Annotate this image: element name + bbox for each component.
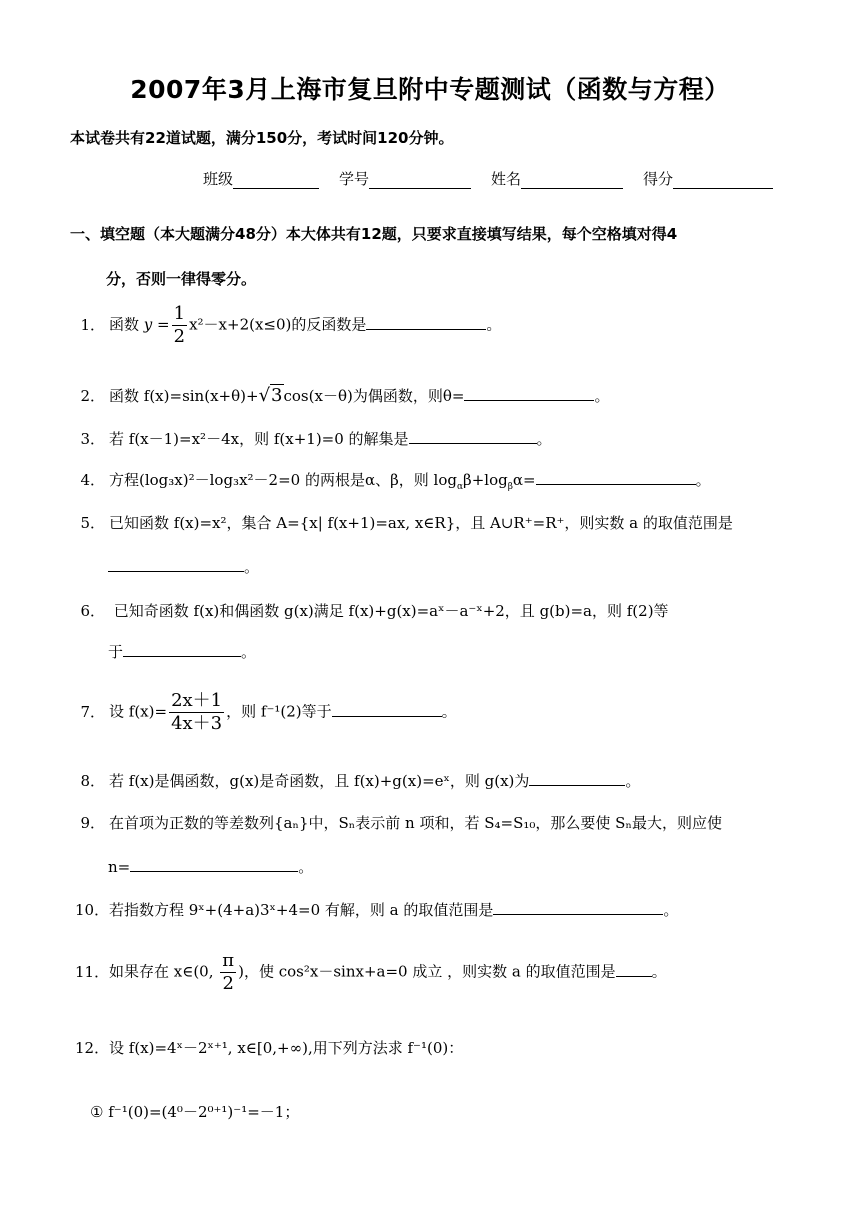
section-heading-line2: 分，否则一律得零分。 bbox=[106, 270, 257, 288]
name-blank bbox=[521, 172, 623, 189]
q11-post: )，使 cos²x－sinx+a=0 成立 ，则实数 a 的取值范围是 bbox=[238, 962, 616, 981]
q7-fraction bbox=[169, 690, 224, 735]
q3-text: 若 f(x－1)=x²－4x，则 f(x+1)=0 的解集是 bbox=[109, 430, 409, 448]
question-8 bbox=[75, 770, 640, 791]
q12-text: 设 f(x)=4ˣ－2ˣ⁺¹, x∈[0,+∞),用下列方法求 f⁻¹(0)： bbox=[109, 1039, 464, 1057]
question-9 bbox=[75, 812, 722, 833]
answer-blank[interactable] bbox=[536, 470, 696, 485]
score-field bbox=[643, 168, 773, 189]
q10-end: 。 bbox=[663, 901, 679, 919]
question-6 bbox=[75, 600, 669, 621]
question-number: 7． bbox=[80, 702, 105, 721]
q1-end: 。 bbox=[486, 315, 502, 334]
exam-intro: 本试卷共有22道试题，满分150分，考试时间120分钟。 bbox=[70, 129, 454, 147]
question-2 bbox=[75, 385, 609, 406]
q7-post: ，则 f⁻¹(2)等于 bbox=[226, 702, 332, 721]
student-no-label: 学号 bbox=[339, 170, 370, 188]
question-number: 4． bbox=[80, 471, 105, 489]
name-field bbox=[491, 168, 643, 189]
answer-blank[interactable] bbox=[130, 857, 298, 872]
q11-end: 。 bbox=[651, 962, 667, 981]
section-heading bbox=[70, 212, 805, 302]
question-1 bbox=[75, 303, 501, 348]
answer-blank[interactable] bbox=[529, 771, 625, 786]
answer-blank[interactable] bbox=[332, 702, 442, 717]
q7-denominator: 4x＋3 bbox=[171, 713, 223, 734]
q9-end: 。 bbox=[298, 858, 314, 876]
q9-text: 在首项为正数的等差数列{aₙ}中，Sₙ表示前 n 项和，若 S₄=S₁₀，那么要使 Sₙ最大，则应使 bbox=[109, 814, 722, 832]
q6-text: 已知奇函数 f(x)和偶函数 g(x)满足 f(x)+g(x)=aˣ－a⁻ˣ+2，且 g(b)=a，则 f(2)等 bbox=[109, 602, 669, 620]
q1-y: y bbox=[143, 315, 153, 334]
q11-pre: 如果存在 x∈(0, bbox=[109, 962, 219, 981]
q5-end: 。 bbox=[244, 558, 260, 576]
question-12 bbox=[75, 1037, 463, 1058]
question-11 bbox=[75, 950, 667, 995]
answer-blank[interactable] bbox=[493, 900, 663, 915]
question-number: 12． bbox=[75, 1039, 110, 1057]
answer-blank[interactable] bbox=[123, 642, 241, 657]
class-label: 班级 bbox=[203, 170, 234, 188]
q7-end: 。 bbox=[441, 702, 457, 721]
class-blank bbox=[233, 172, 319, 189]
method-number: ① bbox=[90, 1103, 104, 1121]
section-heading-line1: 一、填空题（本大题满分48分）本大体共有12题，只要求直接填写结果，每个空格填对得4 bbox=[70, 225, 678, 243]
question-4 bbox=[75, 469, 711, 492]
page-title: 2007年3月上海市复旦附中专题测试（函数与方程） bbox=[130, 75, 730, 104]
q1-pre: 函数 bbox=[109, 315, 144, 334]
question-6-cont bbox=[108, 641, 256, 662]
question-number: 10． bbox=[75, 901, 110, 919]
q2-radicand: 3 bbox=[271, 385, 283, 406]
q2-text3: cos(x－θ)为偶函数，则θ= bbox=[283, 387, 465, 405]
q10-text: 若指数方程 9ˣ+(4+a)3ˣ+4=0 有解，则 a 的取值范围是 bbox=[109, 901, 494, 919]
q4-end: 。 bbox=[695, 471, 711, 489]
q4-text: 方程(log₃x)²－log₃x²－2=0 的两根是α、β，则 $\log_\alpha\beta+\log_\beta\alpha=$ bbox=[109, 471, 536, 492]
q8-end: 。 bbox=[625, 772, 641, 790]
q1-post: x²－x+2(x≤0)的反函数是 bbox=[189, 315, 367, 334]
q9-cont: n= bbox=[108, 858, 131, 876]
q5-text: 已知函数 f(x)=x²，集合 A={x| f(x+1)=ax, x∈R}，且 A∪R⁺=R⁺，则实数 a 的取值范围是 bbox=[109, 514, 733, 532]
answer-blank[interactable] bbox=[366, 315, 486, 330]
q2-text1: 函数 bbox=[109, 387, 144, 405]
question-5 bbox=[75, 512, 733, 533]
q11-denominator: 2 bbox=[222, 973, 234, 994]
question-number: 3． bbox=[80, 430, 105, 448]
name-label: 姓名 bbox=[491, 170, 522, 188]
score-blank bbox=[673, 172, 773, 189]
question-number: 2． bbox=[80, 387, 105, 405]
q7-numerator: 2x＋1 bbox=[171, 690, 223, 711]
question-3 bbox=[75, 428, 552, 449]
q1-eq: = bbox=[152, 315, 170, 334]
question-number: 9． bbox=[80, 814, 105, 832]
q7-pre: 设 f(x)= bbox=[109, 702, 168, 721]
q6-end: 。 bbox=[241, 643, 257, 661]
q2-text2: f(x)=sin(x+θ)+ bbox=[143, 387, 259, 405]
answer-blank[interactable] bbox=[108, 557, 244, 572]
question-9-cont bbox=[108, 856, 313, 877]
q11-fraction bbox=[220, 950, 236, 995]
student-info-row bbox=[203, 168, 773, 189]
student-no-blank bbox=[369, 172, 471, 189]
question-number: 8． bbox=[80, 772, 105, 790]
q8-text: 若 f(x)是偶函数，g(x)是奇函数，且 f(x)+g(x)=eˣ，则 g(x)为 bbox=[109, 772, 530, 790]
question-number: 1． bbox=[80, 315, 105, 334]
q1-numerator: 1 bbox=[173, 303, 186, 324]
answer-blank[interactable] bbox=[616, 962, 652, 977]
class-field bbox=[203, 168, 339, 189]
q6-cont: 于 bbox=[108, 643, 124, 661]
question-5-cont bbox=[108, 556, 259, 577]
question-12-method-1 bbox=[90, 1101, 299, 1122]
question-number: 5． bbox=[80, 514, 105, 532]
question-10 bbox=[75, 899, 678, 920]
answer-blank[interactable] bbox=[464, 386, 594, 401]
question-number: 11． bbox=[75, 962, 110, 981]
answer-blank[interactable] bbox=[409, 429, 537, 444]
student-no-field bbox=[339, 168, 491, 189]
q3-end: 。 bbox=[536, 430, 552, 448]
question-number: 6． bbox=[80, 602, 105, 620]
q1-fraction bbox=[172, 303, 187, 348]
q2-sqrt: √3 bbox=[258, 385, 283, 406]
q1-denominator: 2 bbox=[173, 326, 186, 347]
q11-numerator: π bbox=[222, 950, 235, 971]
q2-end: 。 bbox=[594, 387, 610, 405]
question-7 bbox=[75, 690, 457, 735]
method-1-text: f⁻¹(0)=(4⁰－2⁰⁺¹)⁻¹=－1； bbox=[108, 1103, 300, 1121]
score-label: 得分 bbox=[643, 170, 674, 188]
